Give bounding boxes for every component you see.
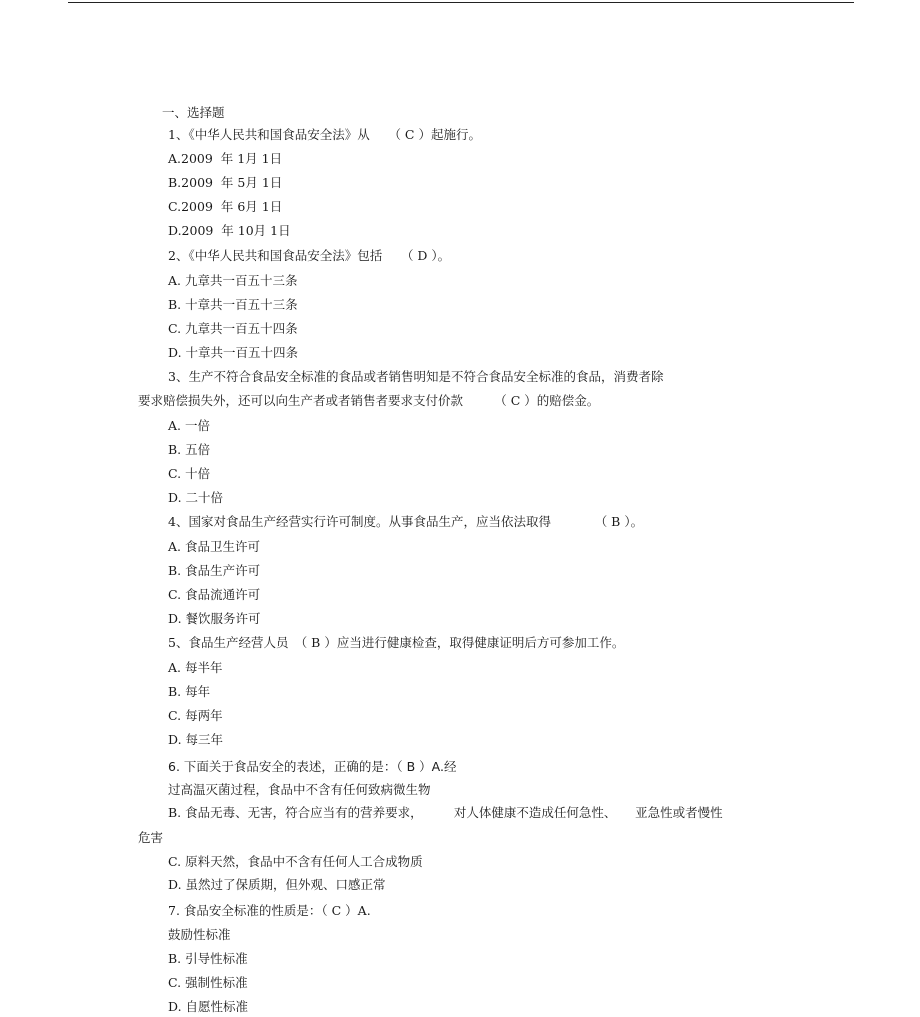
question-2-stem: 2、《中华人民共和国食品安全法》包括 （ D ）。 [168, 248, 451, 263]
question-6-option-c: C. 原料天然，食品中不含有任何人工合成物质 [168, 854, 423, 869]
question-3-option-a: A. 一倍 [168, 418, 210, 433]
question-5-option-d: D. 每三年 [168, 732, 224, 747]
question-2-option-d: D. 十章共一百五十四条 [168, 345, 299, 360]
question-7-option-d: D. 自愿性标准 [168, 999, 249, 1014]
question-3-option-d: D. 二十倍 [168, 490, 224, 505]
question-3-stem-line-1: 3、生产不符合食品安全标准的食品或者销售明知是不符合食品安全标准的食品，消费者除 [168, 369, 664, 384]
question-5-stem: 5、食品生产经营人员 （ B ）应当进行健康检查，取得健康证明后方可参加工作。 [168, 635, 625, 650]
question-1-option-d: D.2009 年 10月 1日 [168, 223, 291, 238]
question-5-option-b: B. 每年 [168, 684, 211, 699]
question-2-option-c: C. 九章共一百五十四条 [168, 321, 298, 336]
question-3-option-b: B. 五倍 [168, 442, 211, 457]
question-3-option-c: C. 十倍 [168, 466, 211, 481]
question-1-option-b: B.2009 年 5月 1日 [168, 175, 283, 190]
question-1-option-a: A.2009 年 1月 1日 [168, 151, 283, 166]
question-7-stem: 7. 食品安全标准的性质是：（ C ）A. [168, 903, 371, 918]
question-7-option-c: C. 强制性标准 [168, 975, 248, 990]
question-3-stem-line-2: 要求赔偿损失外，还可以向生产者或者销售者要求支付价款 （ C ）的赔偿金。 [138, 393, 600, 408]
header-rule [68, 2, 854, 3]
question-6-stem: 6. 下面关于食品安全的表述，正确的是：（ B ）A.经 [168, 759, 457, 774]
question-5-option-a: A. 每半年 [168, 660, 223, 675]
question-7-option-b: B. 引导性标准 [168, 951, 248, 966]
question-6-option-b-line-2: 危害 [138, 830, 164, 845]
question-5-option-c: C. 每两年 [168, 708, 223, 723]
question-6-option-d: D. 虽然过了保质期，但外观、口感正常 [168, 877, 386, 892]
question-4-option-d: D. 餐饮服务许可 [168, 611, 261, 626]
section-title: 一、选择题 [162, 105, 225, 120]
question-4-option-a: A. 食品卫生许可 [168, 539, 260, 554]
question-4-option-b: B. 食品生产许可 [168, 563, 261, 578]
question-4-stem: 4、国家对食品生产经营实行许可制度。从事食品生产，应当依法取得 （ B ）。 [168, 514, 644, 529]
question-6-option-b-line-1: B. 食品无毒、无害，符合应当有的营养要求， 对人体健康不造成任何急性、 亚急性或者慢性 [168, 805, 723, 820]
question-1-option-c: C.2009 年 6月 1日 [168, 199, 283, 214]
question-2-option-a: A. 九章共一百五十三条 [168, 273, 298, 288]
question-6-option-a-continued: 过高温灭菌过程，食品中不含有任何致病微生物 [168, 782, 431, 797]
question-4-option-c: C. 食品流通许可 [168, 587, 261, 602]
question-7-option-a-continued: 鼓励性标准 [168, 927, 231, 942]
question-2-option-b: B. 十章共一百五十三条 [168, 297, 298, 312]
question-1-stem: 1、《中华人民共和国食品安全法》从 （ C ）起施行。 [168, 127, 481, 142]
